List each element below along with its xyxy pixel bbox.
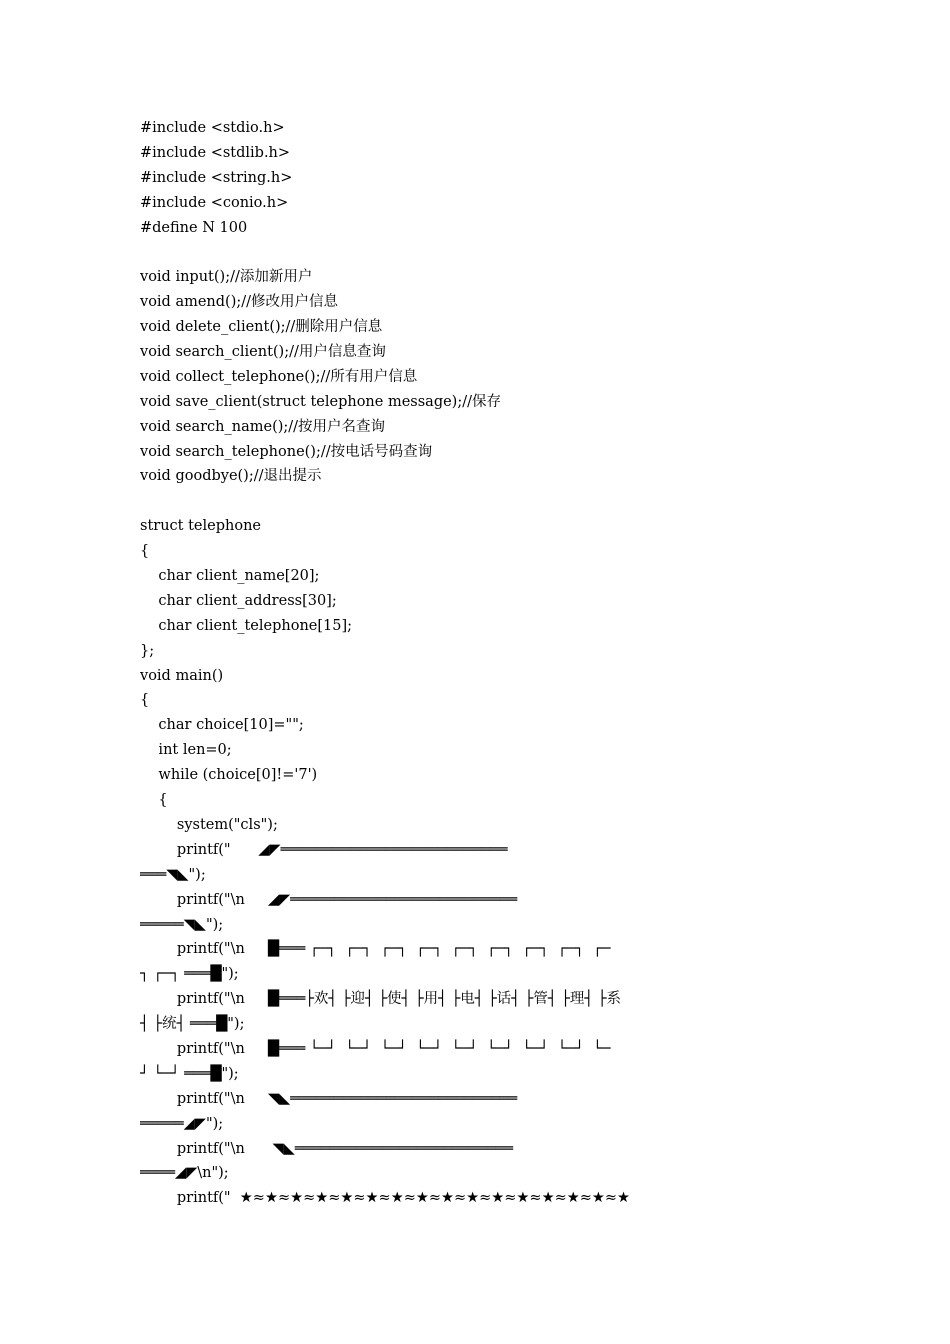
code-line: ════◢◤\n"); (140, 1165, 229, 1182)
code-line: int len=0; (140, 742, 232, 759)
code-line: printf("\n █═══├欢┤ ├迎┤ ├使┤ ├用┤ ├电┤ ├话┤ ├管┤ ├理┤ ├系 (140, 991, 621, 1008)
code-line: ┘ └─┘ ═══█"); (140, 1065, 239, 1082)
code-line: char client_address[30]; (140, 592, 337, 609)
code-line: void collect_telephone();//所有用户信息 (140, 368, 418, 385)
code-line: ┐ ┌─┐ ═══█"); (140, 966, 239, 983)
code-line: void delete_client();//删除用户信息 (140, 319, 383, 336)
code-line: void main() (140, 667, 224, 684)
code-line: ┤ ├统┤ ═══█"); (140, 1016, 245, 1033)
code-line: { (140, 692, 150, 709)
code-line: #include <string.h> (140, 169, 293, 186)
code-line: void input();//添加新用户 (140, 269, 313, 286)
code-line: void search_telephone();//按电话号码查询 (140, 443, 433, 460)
code-line: printf("\n ◥◣══════════════════════════ (140, 1090, 518, 1107)
code-line: char choice[10]=""; (140, 717, 304, 734)
code-line: printf("\n ◢◤══════════════════════════ (140, 891, 518, 908)
code-line: void goodbye();//退出提示 (140, 468, 322, 485)
code-line: { (140, 792, 168, 809)
code-line: char client_telephone[15]; (140, 617, 353, 634)
code-line: ═══◥◣"); (140, 866, 206, 883)
code-line: struct telephone (140, 518, 261, 535)
code-line: printf("\n █═══ └─┘ └─┘ └─┘ └─┘ └─┘ └─┘ └─┘ └─┘ └─ (140, 1040, 611, 1057)
code-line: { (140, 543, 150, 560)
code-line: }; (140, 642, 155, 659)
code-line (140, 489, 820, 514)
code-line: #include <conio.h> (140, 194, 289, 211)
code-line: #define N 100 (140, 219, 248, 236)
source-code-listing (140, 116, 820, 1211)
code-line: system("cls"); (140, 816, 278, 833)
code-line: char client_name[20]; (140, 568, 320, 585)
code-line: void search_client();//用户信息查询 (140, 344, 386, 361)
code-line: void save_client(struct telephone message);//保存 (140, 393, 501, 410)
code-line: printf("\n ◥◣═════════════════════════ (140, 1140, 514, 1157)
code-line: printf("\n █═══ ┌─┐ ┌─┐ ┌─┐ ┌─┐ ┌─┐ ┌─┐ ┌─┐ ┌─┐ ┌─ (140, 941, 611, 958)
code-line: void search_name();//按用户名查询 (140, 418, 386, 435)
code-line (140, 240, 820, 265)
code-line: void amend();//修改用户信息 (140, 294, 339, 311)
code-line: #include <stdio.h> (140, 120, 285, 136)
code-line: #include <stdlib.h> (140, 144, 291, 161)
code-line: printf(" ◢◤══════════════════════════ (140, 841, 508, 858)
code-line: ═════◥◣"); (140, 916, 224, 933)
code-line: while (choice[0]!='7') (140, 767, 318, 784)
code-line: printf(" ★≈★≈★≈★≈★≈★≈★≈★≈★≈★≈★≈★≈★≈★≈★≈★ (140, 1190, 631, 1207)
code-line: ═════◢◤"); (140, 1115, 224, 1132)
